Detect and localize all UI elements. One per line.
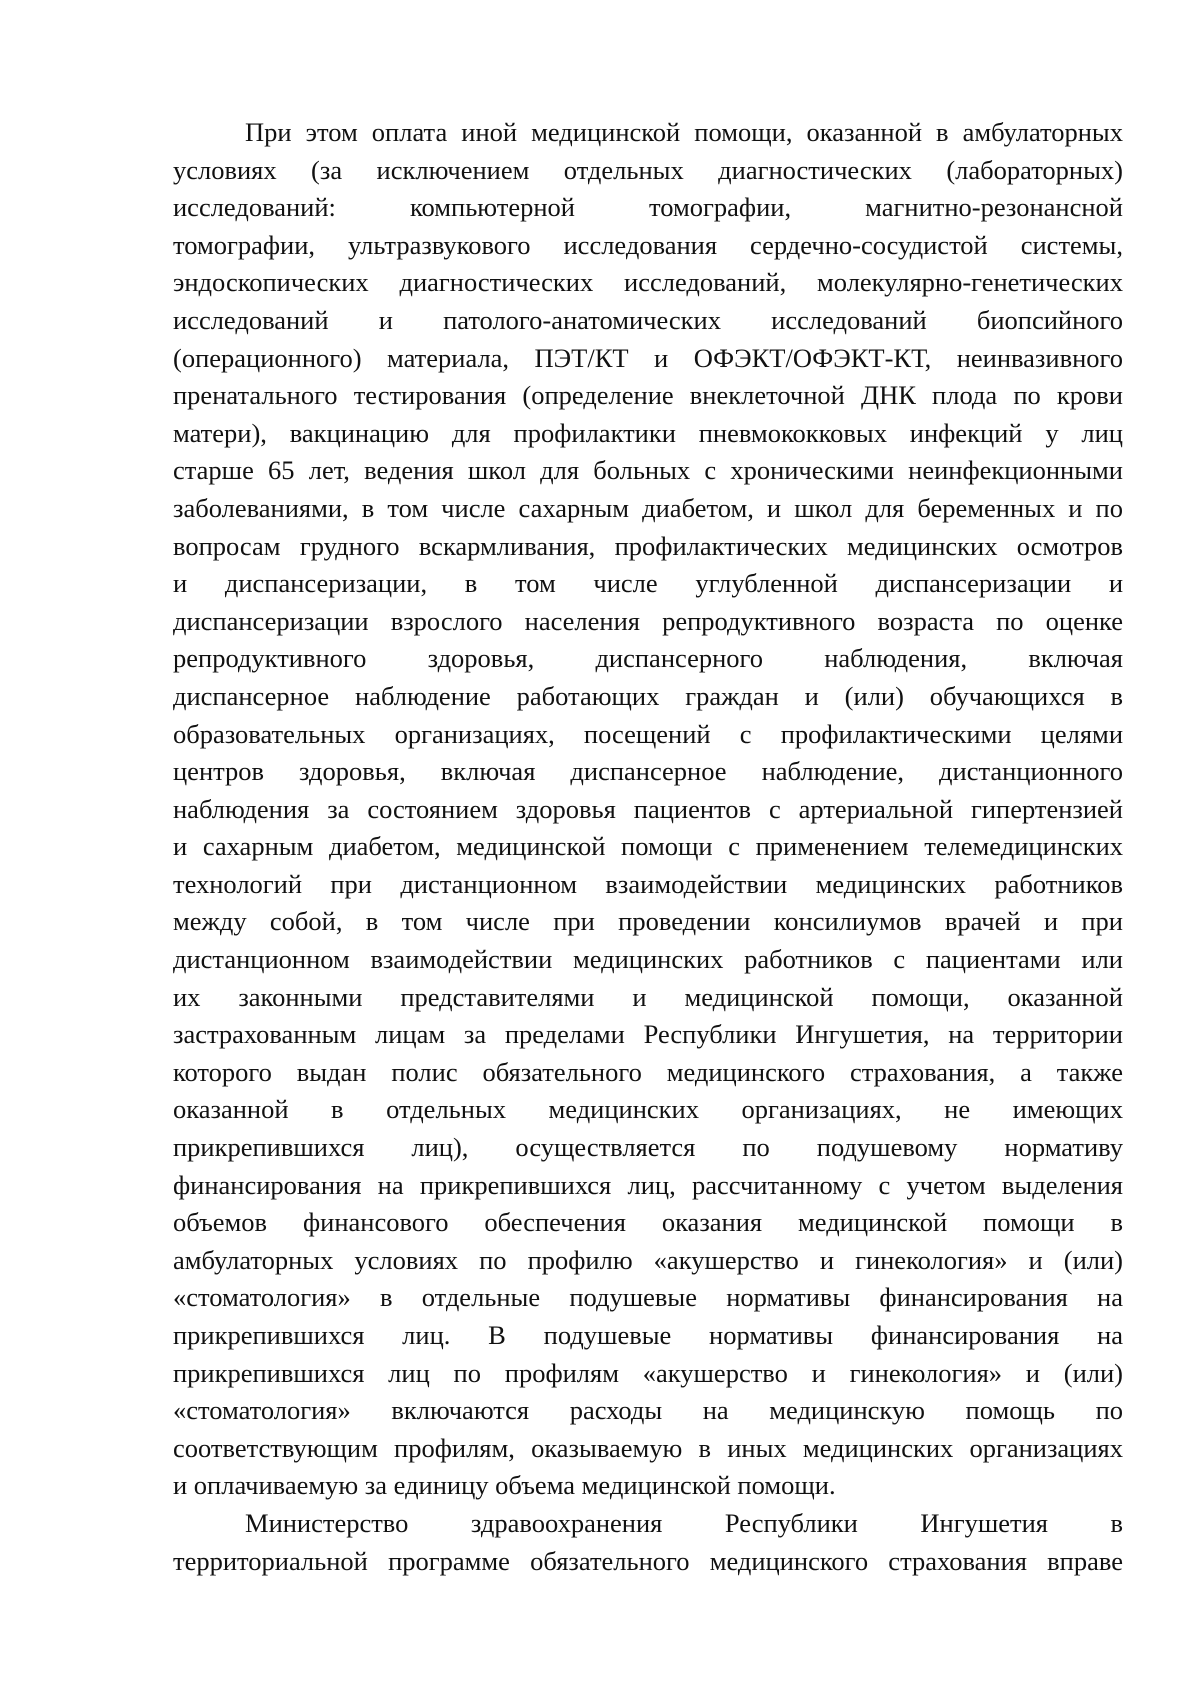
text-line: вопросам грудного вскармливания, профилактических медицинских осмотров [173,530,1123,561]
paragraph-2 [173,1505,1123,1580]
text-line: «стоматология» в отдельные подушевые нормативы финансирования на [173,1282,1123,1313]
text-line: территориальной программе обязательного медицинского страхования вправе [173,1545,1123,1576]
text-line: оказанной в отдельных медицинских организациях, не имеющих [173,1094,1123,1125]
text-line: застрахованным лицам за пределами Республики Ингушетия, на территории [173,1019,1123,1050]
text-line: заболеваниями, в том числе сахарным диабетом, и школ для беременных и по [173,492,1123,523]
text-line: и диспансеризации, в том числе углубленной диспансеризации и [173,568,1123,599]
paragraph-1 [173,114,1123,1505]
text-line: прикрепившихся лиц), осуществляется по подушевому нормативу [173,1132,1123,1163]
text-line: наблюдения за состоянием здоровья пациентов с артериальной гипертензией [173,793,1123,824]
text-line: финансирования на прикрепившихся лиц, рассчитанному с учетом выделения [173,1169,1123,1200]
text-line: объемов финансового обеспечения оказания медицинской помощи в [173,1207,1123,1238]
text-line: между собой, в том числе при проведении консилиумов врачей и при [173,906,1123,937]
text-line: исследований и патолого-анатомических исследований биопсийного [173,304,1123,335]
text-line: томографии, ультразвукового исследования сердечно-сосудистой системы, [173,229,1123,260]
text-line: Министерство здравоохранения Республики Ингушетия в [245,1507,1123,1538]
text-line: соответствующим профилям, оказываемую в иных медицинских организациях [173,1432,1123,1463]
text-line: амбулаторных условиях по профилю «акушерство и гинекология» и (или) [173,1244,1123,1275]
text-line: При этом оплата иной медицинской помощи, оказанной в амбулаторных [245,117,1123,147]
text-line: и сахарным диабетом, медицинской помощи с применением телемедицинских [173,831,1123,862]
text-line: которого выдан полис обязательного медицинского страхования, а также [173,1056,1123,1087]
text-line: центров здоровья, включая диспансерное наблюдение, дистанционного [173,756,1123,787]
text-line: их законными представителями и медицинской помощи, оказанной [173,981,1123,1012]
text-line: эндоскопических диагностических исследований, молекулярно-генетических [173,267,1123,298]
text-line: «стоматология» включаются расходы на медицинскую помощь по [173,1395,1123,1426]
text-line: образовательных организациях, посещений с профилактическими целями [173,718,1123,749]
document-body [173,114,1123,1580]
text-line: технологий при дистанционном взаимодействии медицинских работников [173,868,1123,899]
text-line: пренатального тестирования (определение внеклеточной ДНК плода по крови [173,380,1123,411]
text-line: прикрепившихся лиц по профилям «акушерство и гинекология» и (или) [173,1357,1123,1388]
text-line: диспансерное наблюдение работающих граждан и (или) обучающихся в [173,680,1123,711]
text-line: матери), вакцинацию для профилактики пневмококковых инфекций у лиц [173,417,1123,448]
text-line: и оплачиваемую за единицу объема медицинской помощи. [173,1470,836,1501]
text-line: репродуктивного здоровья, диспансерного наблюдения, включая [173,643,1123,674]
text-line: старше 65 лет, ведения школ для больных с хроническими неинфекционными [173,455,1123,486]
text-line: прикрепившихся лиц. В подушевые нормативы финансирования на [173,1320,1123,1350]
text-line: исследований: компьютерной томографии, магнитно-резонансной [173,192,1123,223]
text-line: диспансеризации взрослого населения репродуктивного возраста по оценке [173,605,1123,636]
text-line: (операционного) материала, ПЭТ/КТ и ОФЭКТ/ОФЭКТ-КТ, неинвазивного [173,342,1123,373]
text-line: дистанционном взаимодействии медицинских работников с пациентами или [173,944,1123,975]
text-line: условиях (за исключением отдельных диагностических (лабораторных) [173,154,1123,185]
